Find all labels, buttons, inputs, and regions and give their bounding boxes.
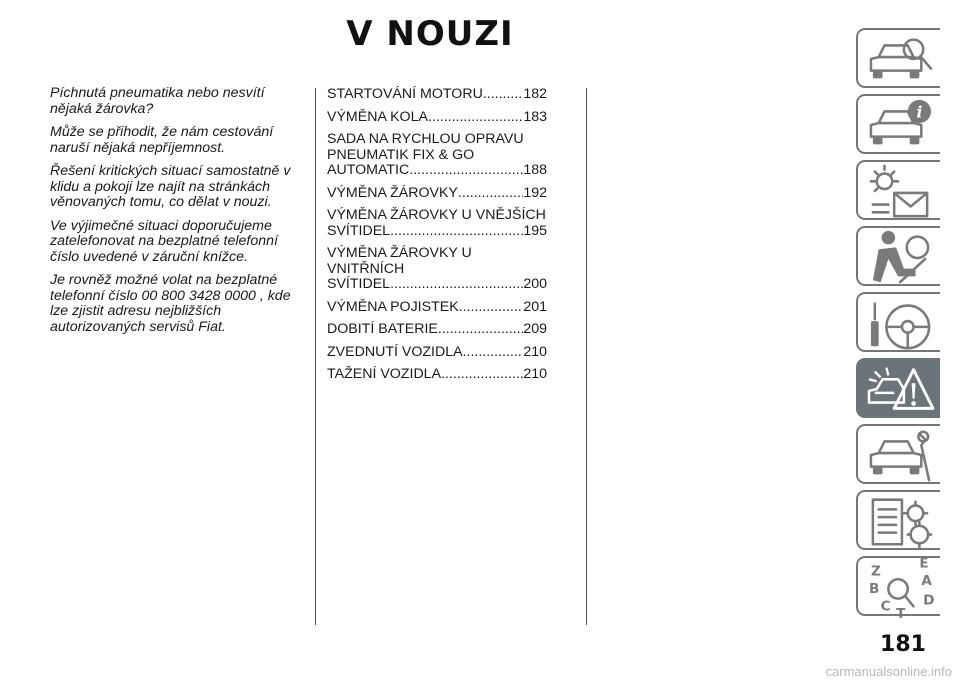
toc-page-number: 182 [523,86,547,102]
toc-entry-title-line: PNEUMATIK FIX & GO [327,146,475,163]
toc-entry-title: TAŽENÍ VOZIDLA [327,366,442,382]
toc-page-number: 188 [523,162,547,178]
toc-page-number: 183 [523,108,547,125]
toc-leader-dots [409,163,523,179]
section-tab[interactable] [856,556,940,616]
car-search-icon [864,28,936,90]
section-tab[interactable] [856,358,940,418]
toc-entry-title: SVÍTIDEL [327,276,391,292]
toc-page-number: 200 [523,276,547,292]
section-tab[interactable] [856,160,940,220]
toc-page-number: 210 [523,366,547,382]
car-wrench-icon [864,424,936,486]
toc-entry[interactable] [327,110,547,126]
toc-page-number: 201 [523,298,547,315]
toc-entry[interactable] [327,87,547,103]
index-letter: Z [870,563,881,580]
index-letter: C [880,598,891,615]
section-tab[interactable] [856,28,940,88]
section-tab[interactable] [856,490,940,550]
toc-leader-dots [390,277,523,293]
toc-leader-dots [459,300,524,316]
index-letter: A [921,573,932,590]
toc-entry-title-line: SADA NA RYCHLOU OPRAVU [327,131,524,147]
warning-lights-icon [864,160,936,222]
watermark: carmanualsonline.info [825,664,952,679]
specs-gears-icon [864,490,936,552]
intro-paragraph: Řešení kritických situací samostatně v klidu a pokoji lze najít na stránkách věnovaných tomu, co dělat v nouzi. [50,163,291,210]
toc-page-number: 209 [523,321,547,337]
alphabetical-index-icon [864,556,936,618]
car-warning-triangle-icon [864,358,936,420]
svg-text:ZEABDCT [869,556,935,618]
index-letter: D [923,592,935,609]
section-tab[interactable] [856,94,940,154]
toc-entry[interactable] [327,367,547,383]
steering-wheel-icon [864,292,936,354]
toc-entry[interactable] [327,132,547,179]
toc-entry-title: VÝMĚNA ŽÁROVKY [327,184,458,201]
column-divider [586,88,587,625]
intro-paragraph: Je rovněž možné volat na bezplatné telefonní číslo 00 800 3428 0000 , kde lze zjistit adresu nejbližších autorizovaných servisů Fiat. [50,272,291,335]
toc-entry-title: ZVEDNUTÍ VOZIDLA [327,343,463,360]
toc-page-number: 210 [523,343,547,360]
toc-leader-dots [428,110,523,126]
intro-paragraph: Může se přihodit, že nám cestování naruší nějaká nepříjemnost. [50,124,274,156]
page-number: 181 [880,632,926,657]
toc-entry-title: DOBITÍ BATERIE [327,321,438,337]
toc-leader-dots [458,186,523,202]
index-letter: T [896,606,906,618]
intro-text [50,86,300,343]
index-letter: B [869,580,880,597]
toc-entry-title-line: VÝMĚNA ŽÁROVKY U VNITŘNÍCH [327,245,472,277]
toc-entry[interactable] [327,246,547,293]
toc-entry[interactable] [327,300,547,316]
column-divider [315,88,316,625]
toc-entry-title: STARTOVÁNÍ MOTORU [327,86,483,102]
toc-entry[interactable] [327,186,547,202]
section-tab[interactable] [856,226,940,286]
index-letter: E [919,556,929,572]
toc-entry[interactable] [327,322,547,338]
toc-leader-dots [441,367,523,383]
table-of-contents [327,87,547,390]
toc-page-number: 195 [523,222,547,239]
toc-entry-title: AUTOMATIC [327,162,410,178]
toc-entry[interactable] [327,208,547,239]
toc-entry[interactable] [327,345,547,361]
svg-text:i: i [916,102,923,122]
section-tab[interactable] [856,292,940,352]
section-tab[interactable] [856,424,940,484]
toc-leader-dots [438,322,523,338]
toc-entry-title: VÝMĚNA POJISTEK [327,298,459,315]
page-title: V NOUZI [346,14,514,54]
toc-entry-title: VÝMĚNA KOLA [327,108,428,125]
airbag-seat-icon [864,226,936,288]
intro-paragraph: Píchnutá pneumatika nebo nesvítí nějaká žárovka? [50,85,265,117]
intro-paragraph: Ve výjimečné situaci doporučujeme zatelefonovat na bezplatné telefonní číslo uvedené v záruční knížce. [50,217,278,265]
toc-leader-dots [483,87,524,103]
car-info-icon [864,94,936,156]
toc-entry-title: SVÍTIDEL [327,222,391,239]
toc-leader-dots [390,224,523,240]
toc-entry-title-line: VÝMĚNA ŽÁROVKY U VNĚJŠÍCH [327,207,546,223]
toc-page-number: 192 [523,184,547,201]
toc-leader-dots [463,345,524,361]
